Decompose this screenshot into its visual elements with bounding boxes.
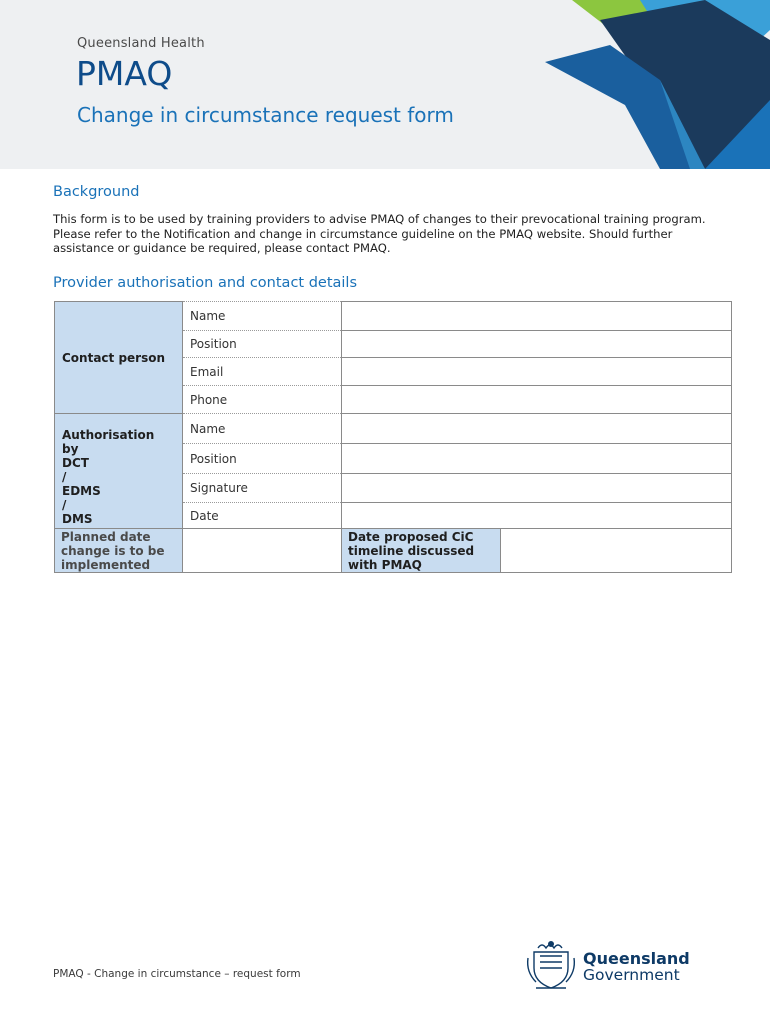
discussed-date-label: Date proposed CiC timeline discussed with PMAQ xyxy=(342,529,501,573)
page-title: PMAQ xyxy=(76,54,173,93)
contact-name-field[interactable] xyxy=(342,302,732,331)
provider-heading: Provider authorisation and contact details xyxy=(53,275,358,291)
discussed-date-field[interactable] xyxy=(501,529,732,573)
contact-position-field[interactable] xyxy=(342,331,732,358)
background-heading: Background xyxy=(53,184,140,200)
planned-date-field[interactable] xyxy=(183,529,342,573)
contact-phone-label: Phone xyxy=(183,386,342,414)
contact-email-field[interactable] xyxy=(342,358,732,386)
header-band xyxy=(0,0,770,169)
contact-position-label: Position xyxy=(183,331,342,358)
auth-name-label: Name xyxy=(183,414,342,444)
contact-person-label: Contact person xyxy=(55,302,183,414)
organisation-name: Queensland Health xyxy=(77,36,205,51)
auth-position-label: Position xyxy=(183,444,342,474)
footer-text: PMAQ - Change in circumstance – request form xyxy=(53,968,301,980)
logo-word-government: Government xyxy=(583,966,680,984)
provider-details-table xyxy=(54,301,732,573)
auth-position-field[interactable] xyxy=(342,444,732,474)
authorisation-label: Authorisation by DCT / EDMS / DMS xyxy=(55,414,183,529)
planned-date-label: Planned date change is to be implemented xyxy=(55,529,183,573)
auth-date-label: Date xyxy=(183,503,342,529)
auth-name-field[interactable] xyxy=(342,414,732,444)
page-subtitle: Change in circumstance request form xyxy=(77,103,454,127)
auth-signature-label: Signature xyxy=(183,474,342,503)
contact-name-label: Name xyxy=(183,302,342,331)
logo-word-queensland: Queensland xyxy=(583,949,690,968)
auth-date-field[interactable] xyxy=(342,503,732,529)
contact-phone-field[interactable] xyxy=(342,386,732,414)
contact-email-label: Email xyxy=(183,358,342,386)
background-text: This form is to be used by training providers to advise PMAQ of changes to their prevocational training program. Please refer to the Notification and change in circumstance guideline on the PMAQ website. Should further assistance or guidance be required, please contact PMAQ. xyxy=(53,212,706,256)
auth-signature-field[interactable] xyxy=(342,474,732,503)
